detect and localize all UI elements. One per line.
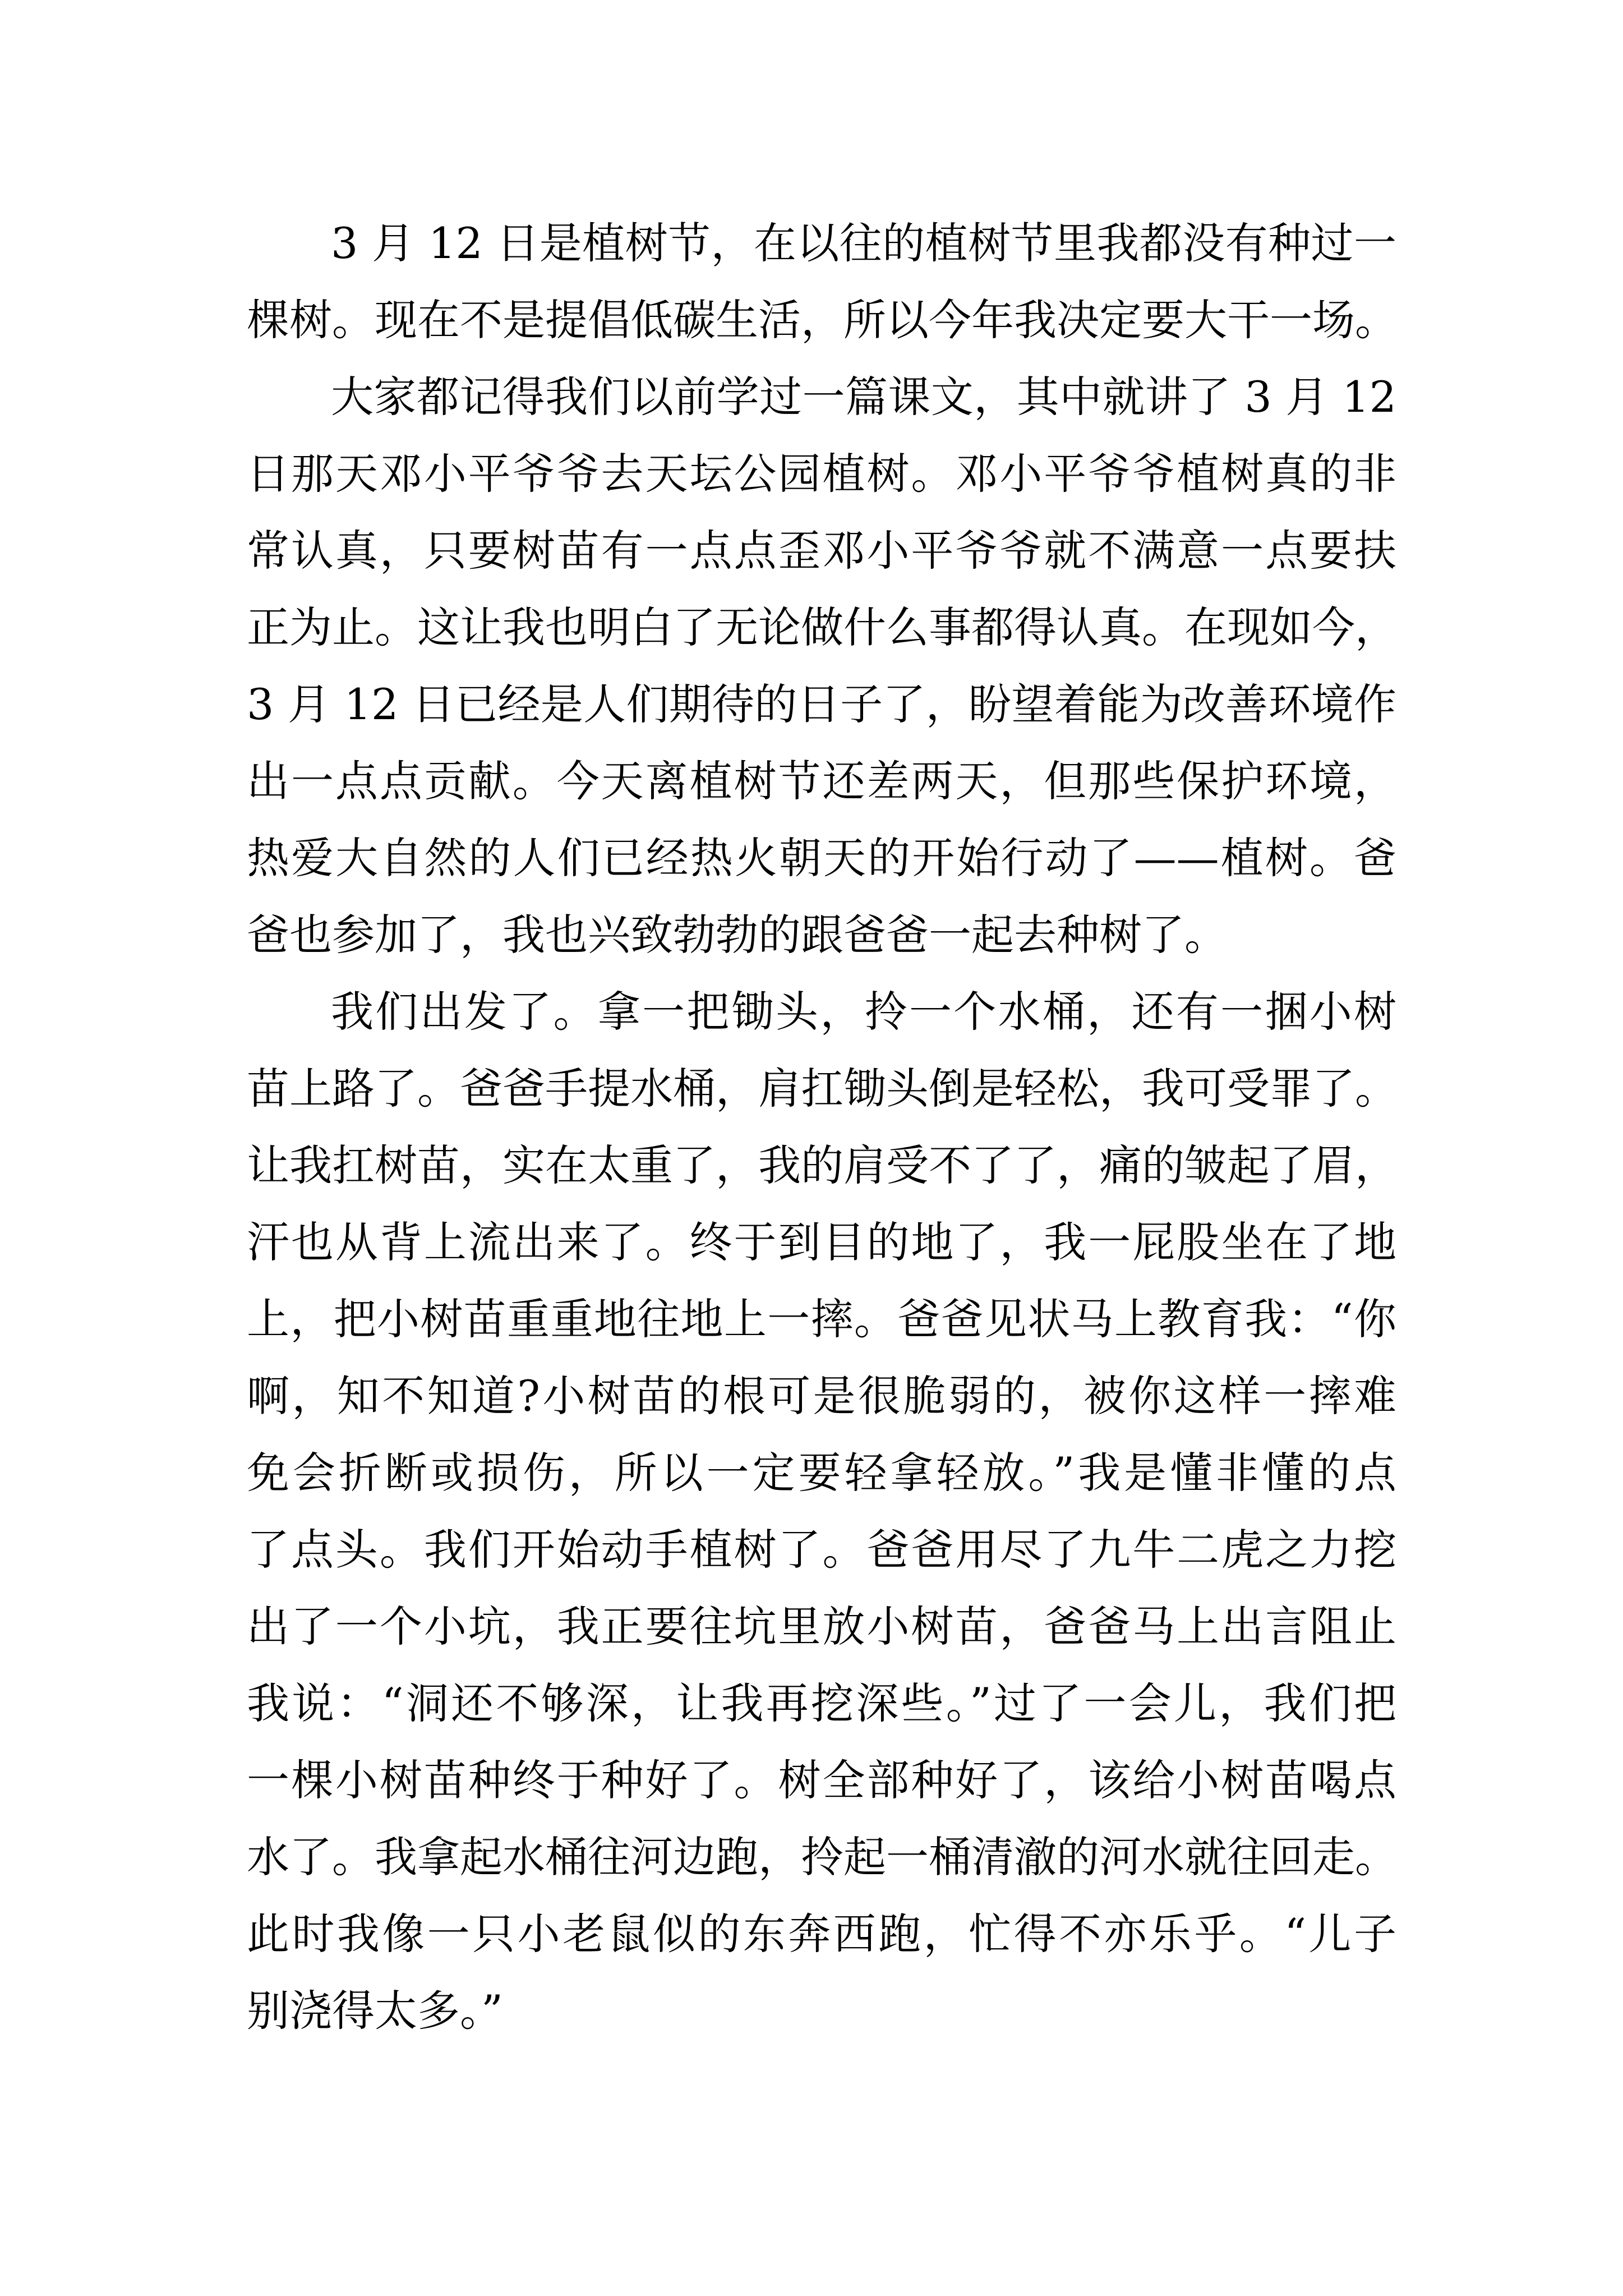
paragraph-3 [247,973,1396,2049]
text-line: 出了一个小坑，我正要往坑里放小树苗，爸爸马上出言阻止 [247,1602,1396,1651]
text-line: 苗上路了。爸爸手提水桶，肩扛锄头倒是轻松，我可受罪了。 [247,1064,1398,1114]
text-line: 我说：“洞还不够深，让我再挖深些。”过了一会儿，我们把 [247,1678,1396,1728]
paragraph-1 [247,205,1396,358]
text-line: 水了。我拿起水桶往河边跑，拎起一桶清澈的河水就往回走。 [247,1832,1398,1882]
text-line: 3 月 12 日是植树节，在以往的植树节里我都没有种过一 [331,218,1396,268]
text-line: 汗也从背上流出来了。终于到目的地了，我一屁股坐在了地 [247,1217,1396,1267]
text-line: 了点头。我们开始动手植树了。爸爸用尽了九牛二虎之力挖 [247,1525,1396,1575]
text-line: 常认真，只要树苗有一点点歪邓小平爷爷就不满意一点要扶 [247,526,1396,576]
text-line: 3 月 12 日已经是人们期待的日子了，盼望着能为改善环境作 [247,679,1396,729]
text-line: 让我扛树苗，实在太重了，我的肩受不了了，痛的皱起了眉， [247,1140,1398,1190]
text-line: 日那天邓小平爷爷去天坛公园植树。邓小平爷爷植树真的非 [247,449,1396,499]
text-line: 正为止。这让我也明白了无论做什么事都得认真。在现如今， [247,602,1398,652]
text-line: 免会折断或损伤，所以一定要轻拿轻放。”我是懂非懂的点 [247,1448,1396,1498]
text-line: 别浇得太多。” [247,1986,503,2036]
text-line: 大家都记得我们以前学过一篇课文，其中就讲了 3 月 12 [331,372,1396,422]
text-line: 棵树。现在不是提倡低碳生活，所以今年我决定要大干一场。 [247,295,1398,345]
paragraph-2 [247,358,1396,973]
text-line: 热爱大自然的人们已经热火朝天的开始行动了——植树。爸 [247,833,1396,883]
text-line: 出一点点贡献。今天离植树节还差两天，但那些保护环境， [247,756,1396,806]
text-line: 我们出发了。拿一把锄头，拎一个水桶，还有一捆小树 [331,987,1396,1037]
text-line: 上，把小树苗重重地往地上一摔。爸爸见状马上教育我：“你 [247,1294,1396,1344]
text-line: 此时我像一只小老鼠似的东奔西跑，忙得不亦乐乎。“儿子 [247,1909,1396,1959]
text-line: 爸也参加了，我也兴致勃勃的跟爸爸一起去种树了。 [247,910,1227,960]
essay-body [247,205,1396,2049]
text-line: 一棵小树苗种终于种好了。树全部种好了，该给小树苗喝点 [247,1755,1396,1805]
text-line: 啊，知不知道?小树苗的根可是很脆弱的，被你这样一摔难 [247,1371,1396,1421]
